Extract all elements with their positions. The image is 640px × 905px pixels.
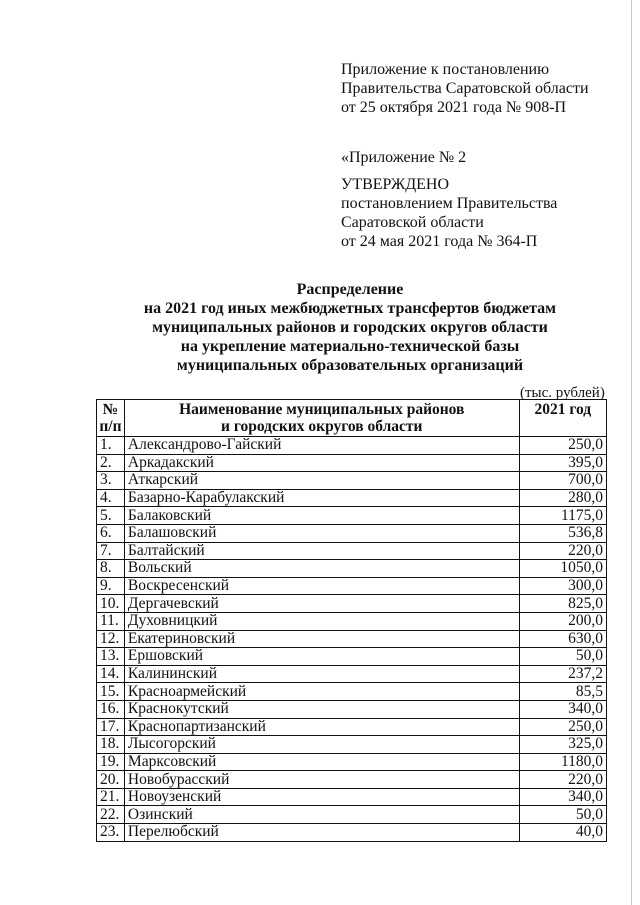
- table-row: [97, 788, 607, 806]
- appendix-line-2: Правительства Саратовской области: [341, 80, 589, 97]
- allocation-value: 250,0: [519, 437, 606, 455]
- document-title: [60, 280, 640, 375]
- district-name: Лысогорский: [124, 736, 519, 754]
- title-line-4: на укрепление материально-технической базы: [180, 338, 520, 355]
- table-header-row: [97, 400, 607, 437]
- table-row: [97, 524, 607, 542]
- table-row: [97, 577, 607, 595]
- district-name: Новобурасский: [124, 771, 519, 789]
- approval-block: [341, 175, 557, 251]
- row-number: 1.: [97, 437, 125, 455]
- district-name: Базарно-Карабулакский: [124, 489, 519, 507]
- district-name: Марксовский: [124, 753, 519, 771]
- header-name: [124, 400, 519, 437]
- header-value: 2021 год: [519, 400, 606, 437]
- district-name: Новоузенский: [124, 788, 519, 806]
- row-number: 11.: [97, 612, 125, 630]
- allocation-value: 536,8: [519, 524, 606, 542]
- allocation-value: 237,2: [519, 665, 606, 683]
- row-number: 22.: [97, 806, 125, 824]
- row-number: 20.: [97, 771, 125, 789]
- allocation-value: 40,0: [519, 824, 606, 842]
- row-number: 18.: [97, 736, 125, 754]
- row-number: 12.: [97, 630, 125, 648]
- table-row: [97, 824, 607, 842]
- header-name-line-2: и городских округов области: [221, 418, 423, 435]
- allocation-value: 700,0: [519, 472, 606, 490]
- allocation-value: 300,0: [519, 577, 606, 595]
- row-number: 23.: [97, 824, 125, 842]
- allocation-value: 1175,0: [519, 507, 606, 525]
- row-number: 21.: [97, 788, 125, 806]
- row-number: 10.: [97, 595, 125, 613]
- district-name: Перелюбский: [124, 824, 519, 842]
- approval-line-1: УТВЕРЖДЕНО: [341, 176, 450, 193]
- row-number: 6.: [97, 524, 125, 542]
- district-name: Александрово-Гайский: [124, 437, 519, 455]
- table-row: [97, 507, 607, 525]
- table-row: [97, 630, 607, 648]
- table-row: [97, 806, 607, 824]
- allocation-value: 325,0: [519, 736, 606, 754]
- approval-line-2: постановлением Правительства: [341, 195, 558, 212]
- district-name: Ершовский: [124, 648, 519, 666]
- district-name: Краснокутский: [124, 700, 519, 718]
- distribution-table: [96, 399, 607, 842]
- table-row: [97, 612, 607, 630]
- row-number: 13.: [97, 648, 125, 666]
- title-line-1: Распределение: [296, 281, 404, 298]
- table-row: [97, 700, 607, 718]
- table-body: [97, 437, 607, 842]
- table-row: [97, 542, 607, 560]
- table-row: [97, 736, 607, 754]
- district-name: Озинский: [124, 806, 519, 824]
- row-number: 16.: [97, 700, 125, 718]
- table-row: [97, 753, 607, 771]
- appendix-number: «Приложение № 2: [341, 149, 467, 166]
- table-row: [97, 489, 607, 507]
- district-name: Екатериновский: [124, 630, 519, 648]
- table-row: [97, 595, 607, 613]
- row-number: 4.: [97, 489, 125, 507]
- district-name: Калининский: [124, 665, 519, 683]
- approval-line-3: Саратовской области: [341, 214, 484, 231]
- row-number: 15.: [97, 683, 125, 701]
- row-number: 19.: [97, 753, 125, 771]
- row-number: 2.: [97, 454, 125, 472]
- allocation-value: 280,0: [519, 489, 606, 507]
- row-number: 17.: [97, 718, 125, 736]
- approval-line-4: от 24 мая 2021 года № 364-П: [341, 233, 538, 250]
- district-name: Краснопартизанский: [124, 718, 519, 736]
- allocation-value: 825,0: [519, 595, 606, 613]
- table-row: [97, 648, 607, 666]
- district-name: Балтайский: [124, 542, 519, 560]
- table-row: [97, 437, 607, 455]
- allocation-value: 220,0: [519, 542, 606, 560]
- table-row: [97, 683, 607, 701]
- table-row: [97, 472, 607, 490]
- appendix-line-3: от 25 октября 2021 года № 908-П: [341, 99, 567, 116]
- row-number: 8.: [97, 560, 125, 578]
- header-number-line-2: п/п: [99, 418, 122, 435]
- allocation-value: 200,0: [519, 612, 606, 630]
- district-name: Духовницкий: [124, 612, 519, 630]
- district-name: Воскресенский: [124, 577, 519, 595]
- allocation-value: 50,0: [519, 648, 606, 666]
- allocation-value: 340,0: [519, 788, 606, 806]
- allocation-value: 220,0: [519, 771, 606, 789]
- allocation-value: 250,0: [519, 718, 606, 736]
- row-number: 5.: [97, 507, 125, 525]
- allocation-value: 50,0: [519, 806, 606, 824]
- header-number: [97, 400, 125, 437]
- appendix-reference: [341, 60, 589, 117]
- allocation-value: 340,0: [519, 700, 606, 718]
- district-name: Аткарский: [124, 472, 519, 490]
- table-row: [97, 454, 607, 472]
- allocation-value: 630,0: [519, 630, 606, 648]
- allocation-value: 85,5: [519, 683, 606, 701]
- district-name: Красноармейский: [124, 683, 519, 701]
- district-name: Балашовский: [124, 524, 519, 542]
- table-row: [97, 560, 607, 578]
- page-edge-divider: [631, 0, 632, 905]
- allocation-value: 1050,0: [519, 560, 606, 578]
- allocation-value: 395,0: [519, 454, 606, 472]
- row-number: 14.: [97, 665, 125, 683]
- row-number: 9.: [97, 577, 125, 595]
- district-name: Балаковский: [124, 507, 519, 525]
- district-name: Вольский: [124, 560, 519, 578]
- header-name-line-1: Наименование муниципальных районов: [179, 401, 465, 418]
- appendix-line-1: Приложение к постановлению: [341, 61, 550, 78]
- district-name: Дергачевский: [124, 595, 519, 613]
- table-row: [97, 771, 607, 789]
- header-number-line-1: №: [102, 401, 119, 418]
- title-line-3: муниципальных районов и городских округов области: [152, 319, 548, 336]
- table-row: [97, 665, 607, 683]
- district-name: Аркадакский: [124, 454, 519, 472]
- title-line-5: муниципальных образовательных организаций: [176, 357, 524, 374]
- row-number: 7.: [97, 542, 125, 560]
- allocation-value: 1180,0: [519, 753, 606, 771]
- row-number: 3.: [97, 472, 125, 490]
- title-line-2: на 2021 год иных межбюджетных трансфертов бюджетам: [143, 300, 557, 317]
- table-row: [97, 718, 607, 736]
- units-label: (тыс. рублей): [520, 385, 605, 401]
